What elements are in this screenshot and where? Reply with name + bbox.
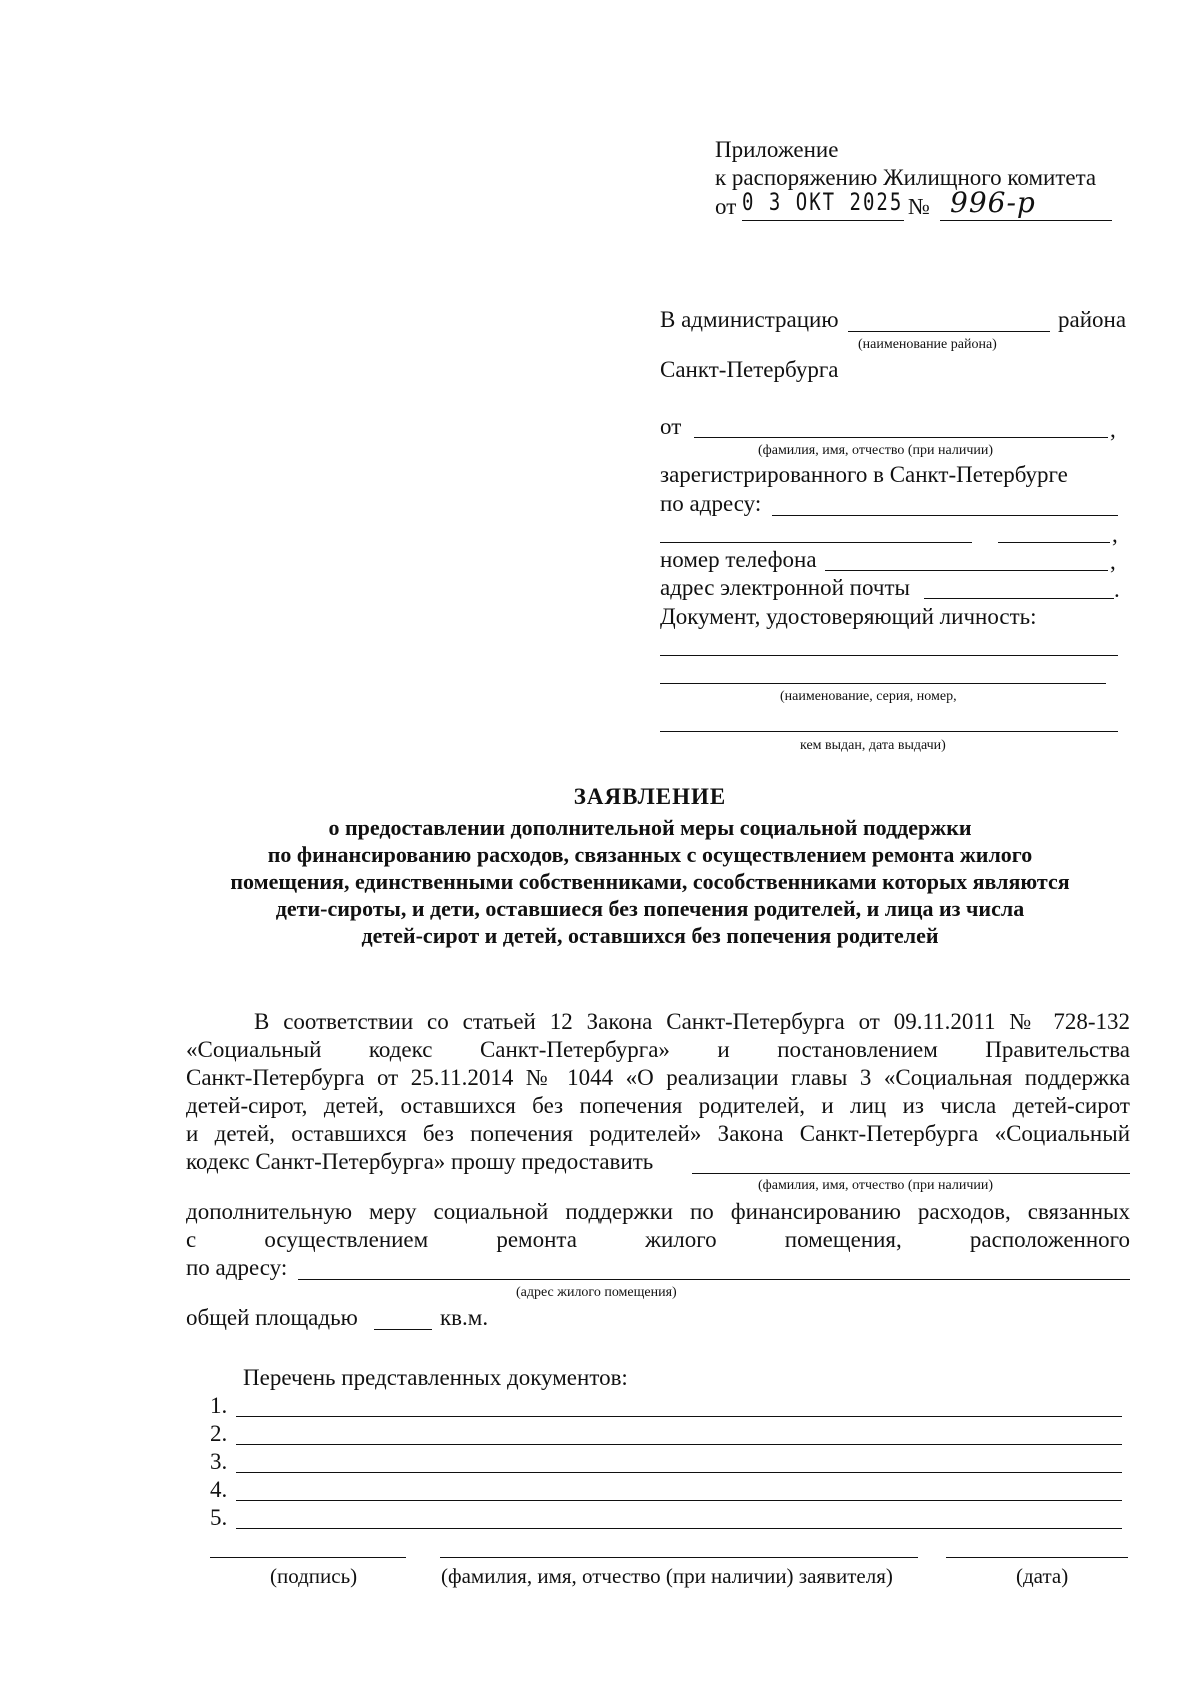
id-document-field-1[interactable] bbox=[660, 655, 1118, 656]
document-item-number: 2. bbox=[210, 1421, 228, 1446]
statement-subtitle-5: детей-сирот и детей, оставшихся без попечения родителей bbox=[361, 923, 939, 948]
body-line-9: по адресу: bbox=[186, 1255, 288, 1280]
appendix-date-underline bbox=[742, 220, 904, 221]
signature-hint: (подпись) bbox=[270, 1564, 358, 1588]
body-line-1: В соответствии со статьей 12 Закона Санкт-Петербурга от 09.11.2011 № 728-132 bbox=[254, 1009, 1130, 1034]
phone-label: номер телефона bbox=[660, 547, 817, 572]
phone-comma: , bbox=[1110, 549, 1116, 574]
area-unit: кв.м. bbox=[440, 1305, 489, 1330]
date-field[interactable] bbox=[946, 1557, 1128, 1558]
statement-subtitle-1: о предоставлении дополнительной меры социальной поддержки bbox=[328, 815, 972, 840]
address-comma: , bbox=[1112, 522, 1118, 547]
body-line-5: и детей, оставшихся без попечения родителей» Закона Санкт-Петербурга «Социальный bbox=[186, 1121, 1130, 1146]
appendix-title: Приложение bbox=[715, 137, 839, 162]
city-label: Санкт-Петербурга bbox=[660, 357, 839, 382]
document-item-field[interactable] bbox=[236, 1528, 1122, 1529]
area-label: общей площадью bbox=[186, 1305, 358, 1330]
phone-field[interactable] bbox=[825, 570, 1108, 571]
email-period: . bbox=[1114, 577, 1120, 602]
body-line-6: кодекс Санкт-Петербурга» прошу предоставить bbox=[186, 1149, 654, 1174]
id-document-hint-2: кем выдан, дата выдачи) bbox=[800, 738, 946, 753]
district-field[interactable] bbox=[848, 331, 1050, 332]
body-line-8: с осуществлением ремонта жилого помещения, расположенного bbox=[186, 1227, 1130, 1252]
recipient-fio-hint: (фамилия, имя, отчество (при наличии) bbox=[758, 1178, 994, 1193]
fio-hint: (фамилия, имя, отчество (при наличии) bbox=[758, 443, 994, 458]
document-item-number: 4. bbox=[210, 1477, 228, 1502]
property-address-hint: (адрес жилого помещения) bbox=[516, 1285, 677, 1300]
area-field[interactable] bbox=[374, 1329, 432, 1330]
id-document-field-3[interactable] bbox=[660, 731, 1118, 732]
body-line-4: детей-сирот, детей, оставшихся без попечения родителей, и лиц из числа детей-сирот bbox=[186, 1093, 1130, 1118]
document-item-field[interactable] bbox=[236, 1444, 1122, 1445]
body-line-3: Санкт-Петербурга от 25.11.2014 № 1044 «О реализации главы 3 «Социальная поддержка bbox=[186, 1065, 1130, 1090]
id-document-field-2[interactable] bbox=[660, 683, 1106, 684]
statement-title-block bbox=[150, 783, 1150, 949]
email-label: адрес электронной почты bbox=[660, 575, 910, 600]
date-hint: (дата) bbox=[1016, 1564, 1069, 1588]
documents-heading: Перечень представленных документов: bbox=[243, 1365, 628, 1390]
appendix-date-stamp: 0 3 ОКТ 2025 bbox=[742, 188, 904, 216]
district-suffix: района bbox=[1058, 307, 1127, 332]
appendix-date-prefix: от bbox=[715, 194, 737, 219]
registration-address-field-2a[interactable] bbox=[660, 542, 972, 543]
statement-subtitle-3: помещения, единственными собственниками, сособственниками которых являются bbox=[230, 869, 1070, 894]
statement-subtitle-4: дети-сироты, и дети, оставшиеся без попечения родителей, и лица из числа bbox=[275, 896, 1025, 921]
signature-field[interactable] bbox=[210, 1557, 406, 1558]
appendix-order: к распоряжению Жилищного комитета bbox=[715, 165, 1097, 190]
appendix-number-prefix: № bbox=[908, 194, 930, 219]
applicant-fio-field[interactable] bbox=[694, 437, 1108, 438]
document-item-number: 1. bbox=[210, 1393, 228, 1418]
id-document-hint-1: (наименование, серия, номер, bbox=[780, 689, 957, 704]
applicant-name-field[interactable] bbox=[440, 1557, 918, 1558]
document-item-field[interactable] bbox=[236, 1472, 1122, 1473]
document-item-field[interactable] bbox=[236, 1416, 1122, 1417]
registration-address-field-2b[interactable] bbox=[998, 542, 1110, 543]
document-item-number: 3. bbox=[210, 1449, 228, 1474]
appendix-number-handwritten: 996-р bbox=[950, 186, 1036, 219]
registered-label: зарегистрированного в Санкт-Петербурге bbox=[660, 462, 1068, 487]
property-address-field[interactable] bbox=[298, 1279, 1130, 1280]
appendix-number-underline bbox=[940, 220, 1112, 221]
recipient-fio-field[interactable] bbox=[692, 1173, 1130, 1174]
address-label: по адресу: bbox=[660, 491, 762, 516]
to-administration-label: В администрацию bbox=[660, 307, 839, 332]
district-hint: (наименование района) bbox=[858, 337, 997, 352]
body-line-2: «Социальный кодекс Санкт-Петербурга» и постановлением Правительства bbox=[186, 1037, 1130, 1062]
email-field[interactable] bbox=[924, 598, 1114, 599]
document-item-number: 5. bbox=[210, 1505, 228, 1530]
from-label: от bbox=[660, 414, 682, 439]
statement-title: ЗАЯВЛЕНИЕ bbox=[573, 784, 727, 809]
applicant-name-hint: (фамилия, имя, отчество (при наличии) заявителя) bbox=[441, 1564, 893, 1588]
document-item-field[interactable] bbox=[236, 1500, 1122, 1501]
registration-address-field[interactable] bbox=[772, 515, 1118, 516]
body-line-7: дополнительную меру социальной поддержки по финансированию расходов, связанных bbox=[186, 1199, 1130, 1224]
fio-comma: , bbox=[1110, 417, 1116, 442]
id-document-label: Документ, удостоверяющий личность: bbox=[660, 604, 1037, 629]
statement-subtitle-2: по финансированию расходов, связанных с осуществлением ремонта жилого bbox=[267, 842, 1033, 867]
